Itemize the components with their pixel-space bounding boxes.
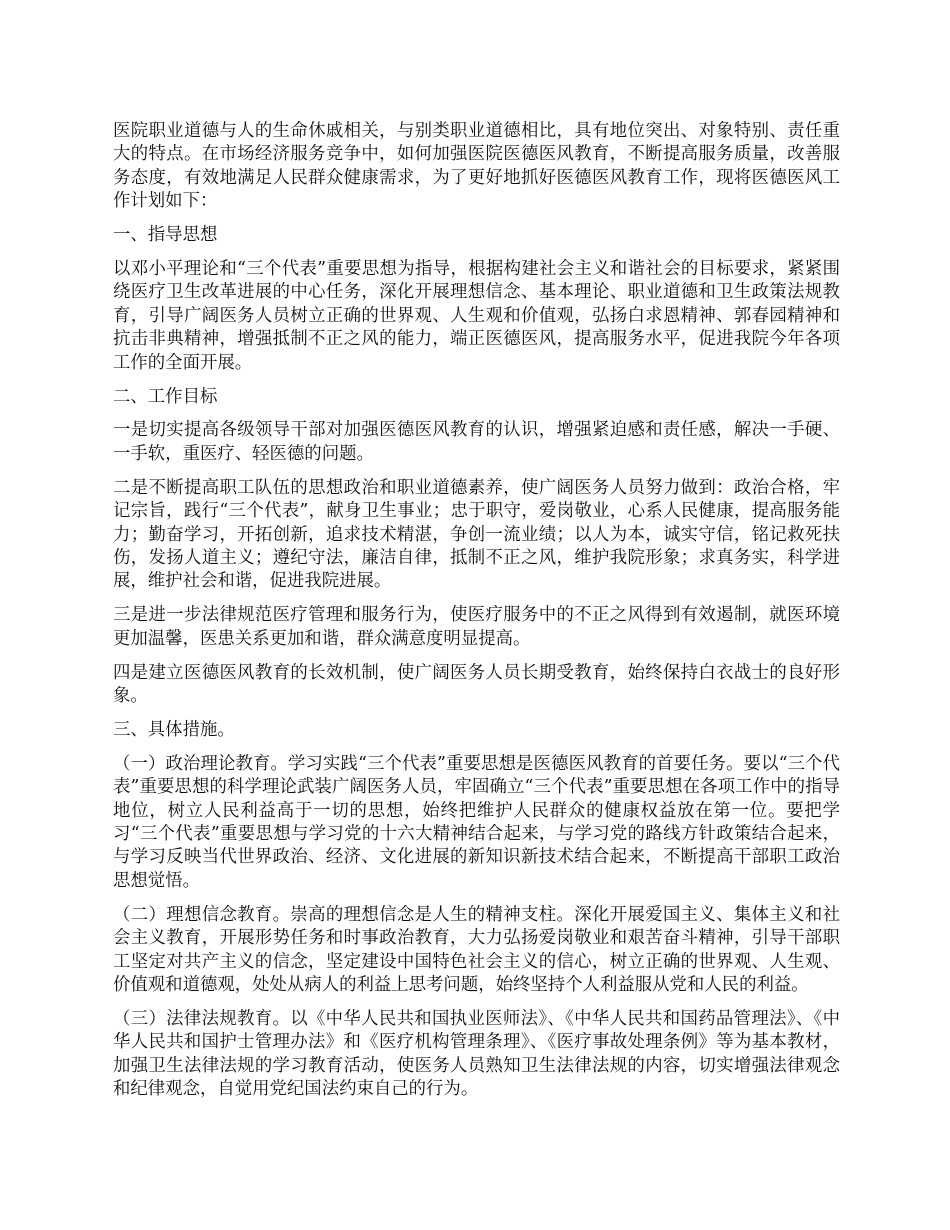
measure-paragraph-political-theory: （一）政治理论教育。学习实践“三个代表”重要思想是医德医风教育的首要任务。要以“三个代表”重要思想的科学理论武装广阔医务人员，牢固确立“三个代表”重要思想在各项工作中的指导地位，树立人民利益高于一切的思想，始终把维护人民群众的健康权益放在第一位。要把学习“三个代表”重要思想与学习党的十六大精神结合起来，与学习党的路线方针政策结合起来，与学习反映当代世界政治、经济、文化进展的新知识新技术结合起来，不断提高干部职工政治思想觉悟。 <box>113 753 840 891</box>
goal-paragraph-4: 四是建立医德医风教育的长效机制，使广阔医务人员长期受教育，始终保持白衣战士的良好形象。 <box>113 662 840 707</box>
guiding-ideology-paragraph: 以邓小平理论和“三个代表”重要思想为指导，根据构建社会主义和谐社会的目标要求，紧紧围绕医疗卫生改革进展的中心任务，深化开展理想信念、基本理论、职业道德和卫生政策法规教育，引导广阔医务人员树立正确的世界观、人生观和价值观，弘扬白求恩精神、郭春园精神和抗击非典精神，增强抵制不正之风的能力，端正医德医风，提高服务水平，促进我院今年各项工作的全面开展。 <box>113 259 840 373</box>
goal-paragraph-1: 一是切实提高各级领导干部对加强医德医风教育的认识，增强紧迫感和责任感，解决一手硬、一手软，重医疗、轻医德的问题。 <box>113 420 840 464</box>
section-heading-measures: 三、具体措施。 <box>113 719 235 740</box>
goal-paragraph-3: 三是进一步法律规范医疗管理和服务行为，使医疗服务中的不正之风得到有效遏制，就医环境更加温馨，医患关系更加和谐，群众满意度明显提高。 <box>113 605 840 649</box>
measure-paragraph-ideals-beliefs: （二）理想信念教育。崇高的理想信念是人生的精神支柱。深化开展爱国主义、集体主义和社会主义教育，开展形势任务和时事政治教育，大力弘扬爱岗敬业和艰苦奋斗精神，引导干部职工坚定对共产主义的信念，坚定建设中国特色社会主义的信心，树立正确的世界观、人生观、价值观和道德观，处处从病人的利益上思考问题，始终坚持个人利益服从党和人民的利益。 <box>113 904 840 995</box>
measure-paragraph-laws-regulations: （三）法律法规教育。以《中华人民共和国执业医师法》、《中华人民共和国药品管理法》、《中华人民共和国护士管理办法》和《医疗机构管理条理》、《医疗事故处理条例》等为基本教材，加强卫生法律法规的学习教育活动，使医务人员熟知卫生法律法规的内容，切实增强法律观念和纪律观念，自觉用党纪国法约束自己的行为。 <box>113 1008 840 1100</box>
section-heading-work-goals: 二、工作目标 <box>113 386 218 407</box>
document-page <box>113 120 840 1112</box>
section-heading-guiding-ideology: 一、指导思想 <box>113 225 218 246</box>
intro-paragraph: 医院职业道德与人的生命休戚相关，与别类职业道德相比，具有地位突出、对象特别、责任重大的特点。在市场经济服务竞争中，如何加强医院医德医风教育，不断提高服务质量，改善服务态度，有效地满足人民群众健康需求，为了更好地抓好医德医风教育工作，现将医德医风工作计划如下： <box>113 121 840 212</box>
goal-paragraph-2: 二是不断提高职工队伍的思想政治和职业道德素养，使广阔医务人员努力做到：政治合格，牢记宗旨，践行“三个代表”，献身卫生事业；忠于职守，爱岗敬业，心系人民健康，提高服务能力；勤奋学习，开拓创新，追求技术精湛，争创一流业绩；以人为本，诚实守信，铭记救死扶伤，发扬人道主义；遵纪守法，廉洁自律，抵制不正之风，维护我院形象；求真务实，科学进展，维护社会和谐，促进我院进展。 <box>113 477 840 592</box>
